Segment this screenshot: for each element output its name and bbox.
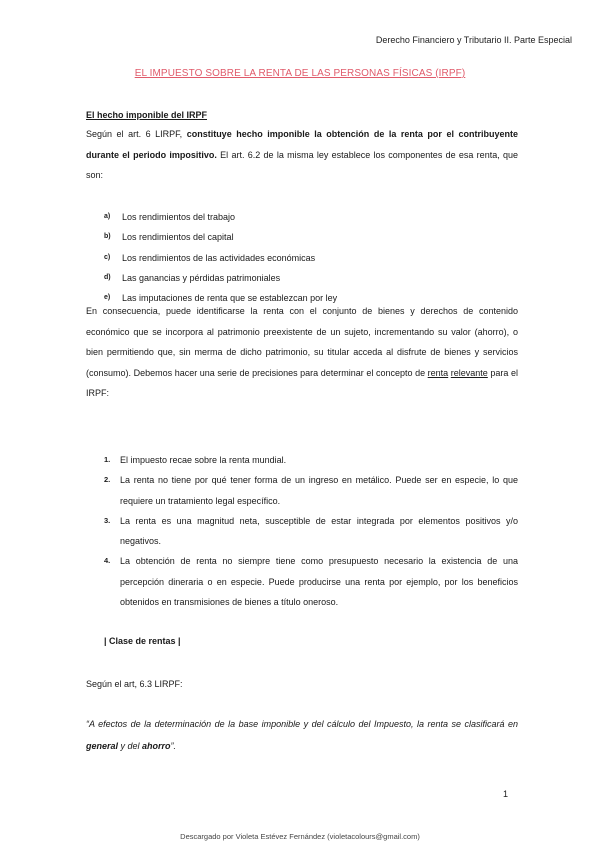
consequence-paragraph (86, 301, 518, 404)
list-item-text: La renta es una magnitud neta, susceptible de estar integrada por elementos positivos y/o negativos. (120, 515, 518, 547)
list-item (86, 511, 518, 552)
running-header: Derecho Financiero y Tributario II. Parte Especial (375, 35, 572, 45)
list-marker: 2. (104, 475, 111, 485)
list-item (86, 248, 518, 268)
list-item-text: Los rendimientos del trabajo (122, 212, 236, 222)
word-relevante: relevante (450, 367, 488, 378)
list-marker: 3. (104, 515, 111, 525)
list-item-text: El impuesto recae sobre la renta mundial. (120, 455, 287, 465)
list-marker: c) (104, 253, 111, 261)
section-heading: El hecho imponible del IRPF (86, 110, 208, 120)
intro-rest: El art. 6.2 de la misma ley establece los componentes de esa renta, que son: (86, 149, 519, 180)
list-marker: 1. (104, 455, 111, 464)
subsection-label: | Clase de rentas | (104, 636, 181, 646)
intro-bold-definition: constituye hecho imponible la obtención de la renta por el contribuyente durante el periodo impositivo. (86, 129, 518, 160)
list-item (86, 227, 518, 247)
list-item (86, 470, 518, 511)
list-item-text: Las imputaciones de renta que se establezcan por ley (122, 293, 338, 304)
consequence-text: En consecuencia, puede identificarse la renta con el conjunto de bienes y derechos de contenido económico que se incorpora al patrimonio preexistente de un sujeto, incrementando su valor (ahorro), o bien permitiendo que, sin merma de dicho patrimonio, su titular acceda al disfrute de bienes y servicios (consumo). Debemos hacer una serie de precisiones para determinar el concepto de (86, 306, 518, 378)
list-item (86, 450, 518, 470)
list-item (86, 551, 518, 612)
list-marker: e) (104, 294, 111, 302)
components-list (86, 207, 518, 308)
legal-quote (86, 713, 518, 757)
list-item-text: Los rendimientos de las actividades económicas (122, 252, 316, 263)
list-item-text: Los rendimientos del capital (122, 232, 234, 243)
list-marker: d) (104, 273, 111, 281)
intro-paragraph (86, 124, 518, 186)
list-item-text: La renta no tiene por qué tener forma de un ingreso en metálico. Puede ser en especie, lo que requiere un tratamiento legal específico. (120, 475, 518, 506)
list-item-text: La obtención de renta no siempre tiene como presupuesto necesario la existencia de una percepción dineraria o en especie. Puede producirse una renta por ejemplo, por los beneficios obtenidos en transmisiones de bienes a título oneroso. (120, 556, 518, 608)
quote-part-2: y del (118, 741, 143, 751)
list-item (86, 268, 518, 288)
list-marker: a) (104, 213, 111, 220)
word-renta: renta (427, 367, 449, 378)
quote-part-3: ”. (170, 741, 177, 751)
quote-part-1: “A efectos de la determinación de la base imponible y del cálculo del Impuesto, la renta se clasificará en (86, 719, 518, 729)
quote-ahorro: ahorro (142, 741, 171, 751)
consequence-tail: para el IRPF: (86, 367, 518, 398)
download-footer: Descargado por Violeta Estévez Fernández (violetacolours@gmail.com) (180, 832, 420, 841)
intro-lead: Según el art. 6 LIRPF, (86, 129, 187, 139)
list-item (86, 207, 518, 227)
list-item-text: Las ganancias y pérdidas patrimoniales (122, 272, 281, 283)
list-marker: 4. (104, 556, 111, 566)
citation-line: Según el art, 6.3 LIRPF: (86, 679, 183, 689)
document-title: EL IMPUESTO SOBRE LA RENTA DE LAS PERSONAS FÍSICAS (IRPF) (134, 68, 466, 79)
list-marker: b) (104, 233, 111, 241)
precisions-list (86, 450, 518, 612)
page-number: 1 (503, 789, 509, 799)
quote-general: general (86, 741, 119, 751)
